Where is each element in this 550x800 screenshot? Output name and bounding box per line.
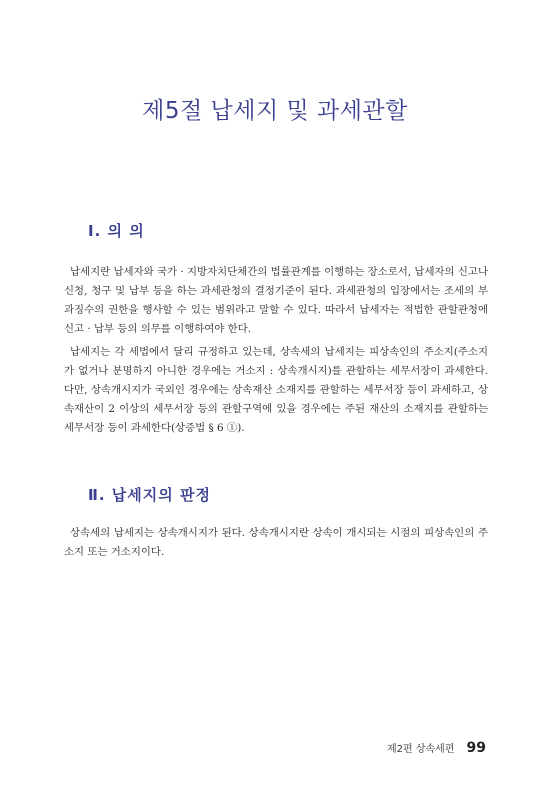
page-number: 99 [466, 740, 486, 756]
section-heading-determination: Ⅱ. 납세지의 판정 [88, 486, 211, 504]
page-footer [387, 740, 486, 756]
paragraph-tax-place-definition: 납세지란 납세자와 국가 · 지방자치단체간의 법률관계를 이행하는 장소로서, 납세자의 신고나 신청, 청구 및 납부 등을 하는 과세관청의 결정기준이 된다. 과세관청의 입장에서는 조세의 부과징수의 권한을 행사할 수 있는 범위라고 말할 수 있다. 따라서 납세자는 적법한 관할관청에 신고 · 납부 등의 의무를 이행하여야 한다. [64, 266, 488, 335]
chapter-title: 제5절 납세지 및 과세관할 [142, 98, 408, 124]
paragraph-determination: 상속세의 납세지는 상속개시지가 된다. 상속개시지란 상속이 개시되는 시점의 피상속인의 주소지 또는 거소지이다. [64, 527, 488, 558]
section-heading-meaning: Ⅰ. 의 의 [88, 222, 145, 240]
footer-section-label: 제2편 상속세편 [387, 744, 455, 755]
paragraph-tax-place-rules: 납세지는 각 세법에서 달리 규정하고 있는데, 상속세의 납세지는 피상속인의 주소지(주소지가 없거나 분명하지 아니한 경우에는 거소지 : 상속개시지)를 관할하는 세무서장이 과세한다. 다만, 상속개시지가 국외인 경우에는 상속재산 소재지를 관할하는 세무서장 등이 과세하고, 상속재산이 2 이상의 세무서장 등의 관할구역에 있을 경우에는 주된 재산의 소재지를 관할하는 세무서장 등이 과세한다(상증법 § 6 ①). [64, 346, 488, 434]
